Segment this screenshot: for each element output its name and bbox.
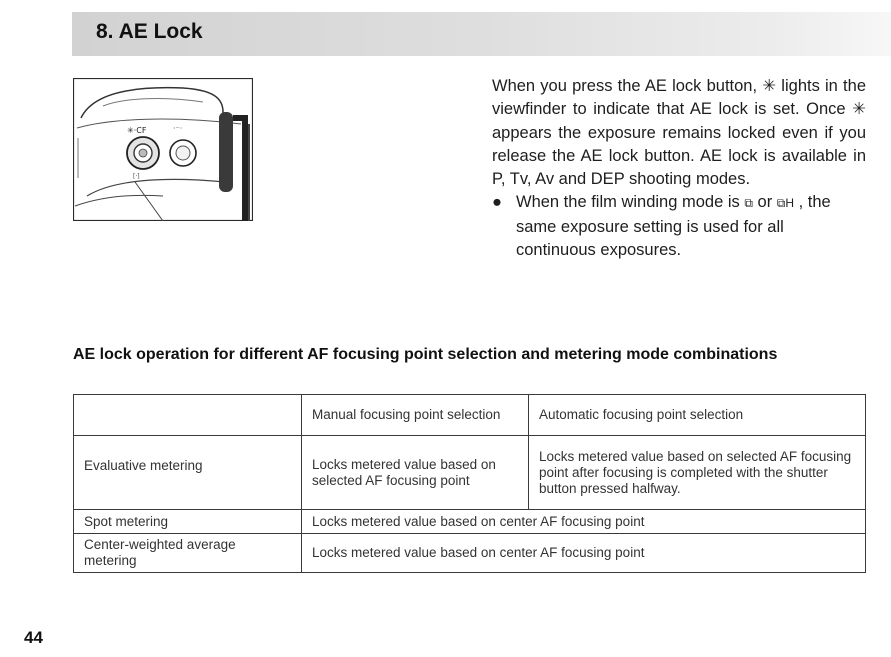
- ae-lock-symbol-icon: ✳: [762, 77, 777, 95]
- page-number: 44: [24, 628, 43, 647]
- continuous-high-icon: ⧉H: [776, 196, 795, 211]
- bullet-icon: ●: [492, 193, 502, 212]
- table-cell: Locks metered value based on center AF focusing point: [302, 510, 866, 534]
- table-cell: Locks metered value based on selected AF focusing point after focusing is completed with the shutter button pressed halfway.: [529, 436, 866, 510]
- table-row: [74, 534, 866, 573]
- ae-lock-description: [492, 75, 866, 262]
- row-label: Center-weighted average metering: [74, 534, 302, 573]
- table-header-cell: Automatic focusing point selection: [529, 395, 866, 436]
- table-row: [74, 510, 866, 534]
- ae-lock-button-label: ✳·CF: [127, 126, 147, 135]
- bottom-marker-label: [·]: [133, 173, 140, 180]
- row-label: Evaluative metering: [74, 436, 302, 510]
- ae-lock-table: [73, 394, 866, 573]
- description-paragraph: When you press the AE lock button, ✳ lights in the viewfinder to indicate that AE lock is set. Once ✳ appears the exposure remains locked even if you release the AE lock button. AE lock is available in P, Tv, Av and DEP shooting modes.: [492, 77, 866, 189]
- table-heading: AE lock operation for different AF focusing point selection and metering mode combinations: [73, 346, 778, 363]
- continuous-mode-note: ● When the film winding mode is ⧉ or ⧉H , the same exposure setting is used for all continuous exposures.: [492, 191, 866, 262]
- continuous-low-icon: ⧉: [744, 196, 753, 211]
- section-title: 8. AE Lock: [96, 20, 203, 43]
- camera-ae-lock-illustration: [73, 78, 253, 221]
- table-header-row: [74, 395, 866, 436]
- table-header-cell: [74, 395, 302, 436]
- camera-back-drawing: [73, 78, 253, 221]
- ae-lock-symbol-icon: ✳: [852, 100, 866, 119]
- table-row: [74, 436, 866, 510]
- table-cell: Locks metered value based on selected AF focusing point: [302, 436, 529, 510]
- row-label: Spot metering: [74, 510, 302, 534]
- table-cell: Locks metered value based on center AF focusing point: [302, 534, 866, 573]
- table-header-cell: Manual focusing point selection: [302, 395, 529, 436]
- af-point-button-label: ·⁻·: [173, 124, 183, 133]
